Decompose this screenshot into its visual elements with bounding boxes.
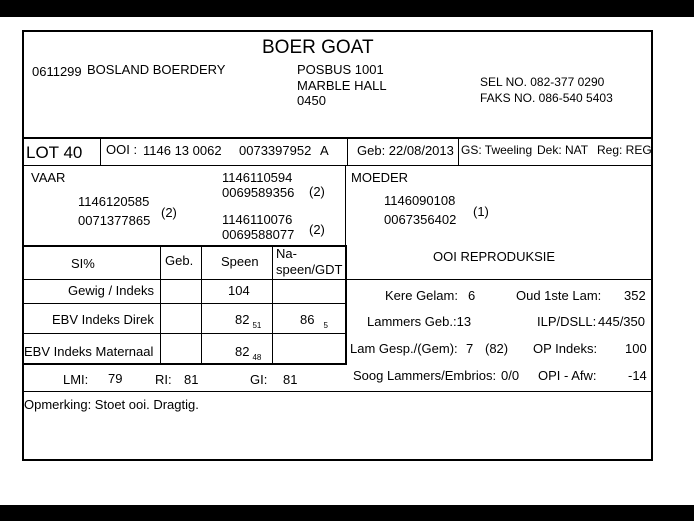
sire-sire-id-1: 1146110594 bbox=[222, 170, 293, 185]
ebv-direct-postweaning-value: 86 $_5$ bbox=[300, 312, 328, 330]
si-col-3 bbox=[272, 246, 273, 363]
gi-value: 81 bbox=[283, 372, 298, 387]
sire-dam-count: (2) bbox=[309, 222, 325, 237]
sire-sire-id-2: 0069589356 bbox=[222, 185, 295, 200]
lot-number: LOT 40 bbox=[26, 143, 83, 162]
ooi-registration: 0073397952 bbox=[239, 143, 312, 158]
row-label-ebv-maternal: EBV Indeks Maternaal bbox=[24, 344, 154, 359]
op-index-value: 100 bbox=[625, 341, 647, 356]
pedigree-divider bbox=[345, 165, 346, 245]
opi-deviation-value: -14 bbox=[628, 368, 647, 383]
lambs-born-label: Lammers Geb.:13 bbox=[367, 314, 472, 329]
remark-text: Opmerking: Stoet ooi. Dragtig. bbox=[24, 397, 199, 412]
dam-id-1: 1146090108 bbox=[384, 193, 456, 208]
ilp-label: ILP/DSLL: bbox=[537, 314, 597, 329]
lambs-weaned-value: 7 bbox=[466, 341, 474, 356]
card-title: BOER GOAT bbox=[262, 37, 374, 58]
si-col-1 bbox=[160, 246, 161, 363]
lot-divider-2 bbox=[347, 138, 348, 165]
post-weaning-header-1: Na- bbox=[276, 246, 297, 261]
times-lambed-label: Kere Gelam: bbox=[385, 288, 458, 303]
ooi-grade: A bbox=[320, 143, 329, 158]
mating-type: Dek: NAT bbox=[537, 143, 589, 157]
farm-name: BOSLAND BOERDERY bbox=[87, 62, 226, 77]
birth-date: Geb: 22/08/2013 bbox=[357, 143, 454, 158]
sire-label: VAAR bbox=[31, 170, 66, 185]
si-col-2 bbox=[201, 246, 202, 363]
sire-dam-id-2: 0069588077 bbox=[222, 227, 295, 242]
member-number: 0611299 bbox=[32, 64, 82, 79]
si-row-3-line bbox=[22, 333, 347, 334]
border-bottom bbox=[22, 459, 653, 461]
ebv-direct-postweaning-accuracy: 5 bbox=[323, 321, 328, 330]
lot-row-top bbox=[22, 137, 653, 139]
sire-sire-count: (2) bbox=[309, 184, 325, 199]
border-right bbox=[651, 30, 653, 461]
remark-line bbox=[22, 391, 653, 392]
repro-header-line bbox=[347, 279, 652, 280]
row-label-weight: Gewig / Indeks bbox=[68, 283, 154, 298]
si-header: SI% bbox=[71, 256, 95, 271]
ebv-maternal-weaning-accuracy: 48 bbox=[252, 353, 262, 362]
ooi-label: OOI : bbox=[106, 142, 138, 157]
si-row-1-line bbox=[22, 279, 347, 280]
lambs-embryos-value: 0/0 bbox=[501, 368, 520, 383]
lot-divider-1 bbox=[100, 138, 101, 165]
fax-number: FAKS NO. 086-540 5403 bbox=[480, 91, 613, 105]
lot-divider-3 bbox=[458, 138, 459, 165]
lambs-weaned-label: Lam Gesp./(Gem): bbox=[350, 341, 458, 356]
si-row-2-line bbox=[22, 303, 347, 304]
ri-value: 81 bbox=[184, 372, 199, 387]
lambs-weaned-average: (82) bbox=[485, 341, 509, 356]
times-lambed-value: 6 bbox=[468, 288, 476, 303]
lmi-label: LMI: bbox=[63, 372, 89, 387]
ooi-id: 1146 13 0062 bbox=[143, 143, 222, 158]
ri-label: RI: bbox=[155, 372, 172, 387]
weaning-header: Speen bbox=[221, 254, 259, 269]
dam-id-2: 0067356402 bbox=[384, 212, 457, 227]
weight-weaning-value: 104 bbox=[228, 283, 250, 298]
sire-count: (2) bbox=[161, 205, 177, 220]
gi-label: GI: bbox=[250, 372, 268, 387]
op-index-label: OP Indeks: bbox=[533, 341, 598, 356]
birth-weight-header: Geb. bbox=[165, 253, 194, 268]
address-line-2: MARBLE HALL bbox=[297, 78, 387, 93]
lambs-embryos-label: Soog Lammers/Embrios: bbox=[353, 368, 497, 383]
first-lamb-age-label: Oud 1ste Lam: bbox=[516, 288, 602, 303]
birth-status: GS: Tweeling bbox=[461, 143, 533, 157]
registration-status: Reg: REG bbox=[597, 143, 652, 157]
ebv-direct-weaning-accuracy: 51 bbox=[252, 321, 262, 330]
lambs-born-value: 13 bbox=[456, 314, 472, 329]
si-table-top bbox=[22, 245, 347, 247]
si-col-4 bbox=[345, 245, 347, 365]
repro-title: OOI REPRODUKSIE bbox=[433, 249, 556, 264]
address-line-1: POSBUS 1001 bbox=[297, 62, 384, 77]
post-weaning-header-2: speen/GDT bbox=[276, 262, 343, 277]
ebv-maternal-weaning-value: 82 $_{48}$ bbox=[235, 344, 262, 362]
lmi-value: 79 bbox=[108, 371, 123, 386]
ebv-direct-weaning-value: 82 $_{51}$ bbox=[235, 312, 262, 330]
sire-dam-id-1: 1146110076 bbox=[222, 212, 293, 227]
phone-number: SEL NO. 082-377 0290 bbox=[480, 75, 605, 89]
first-lamb-age-value: 352 bbox=[624, 288, 646, 303]
address-line-3: 0450 bbox=[297, 93, 326, 108]
sire-id-1: 1146120585 bbox=[78, 194, 150, 209]
si-table-bottom bbox=[22, 363, 347, 365]
ilp-value: 445/350 bbox=[598, 314, 645, 329]
lot-card bbox=[0, 17, 694, 505]
border-top bbox=[22, 30, 653, 32]
dam-count: (1) bbox=[473, 204, 489, 219]
sire-id-2: 0071377865 bbox=[78, 213, 151, 228]
lot-row-bottom bbox=[22, 165, 653, 166]
dam-label: MOEDER bbox=[351, 170, 409, 185]
opi-deviation-label: OPI - Afw: bbox=[538, 368, 597, 383]
row-label-ebv-direct: EBV Indeks Direk bbox=[52, 312, 154, 327]
